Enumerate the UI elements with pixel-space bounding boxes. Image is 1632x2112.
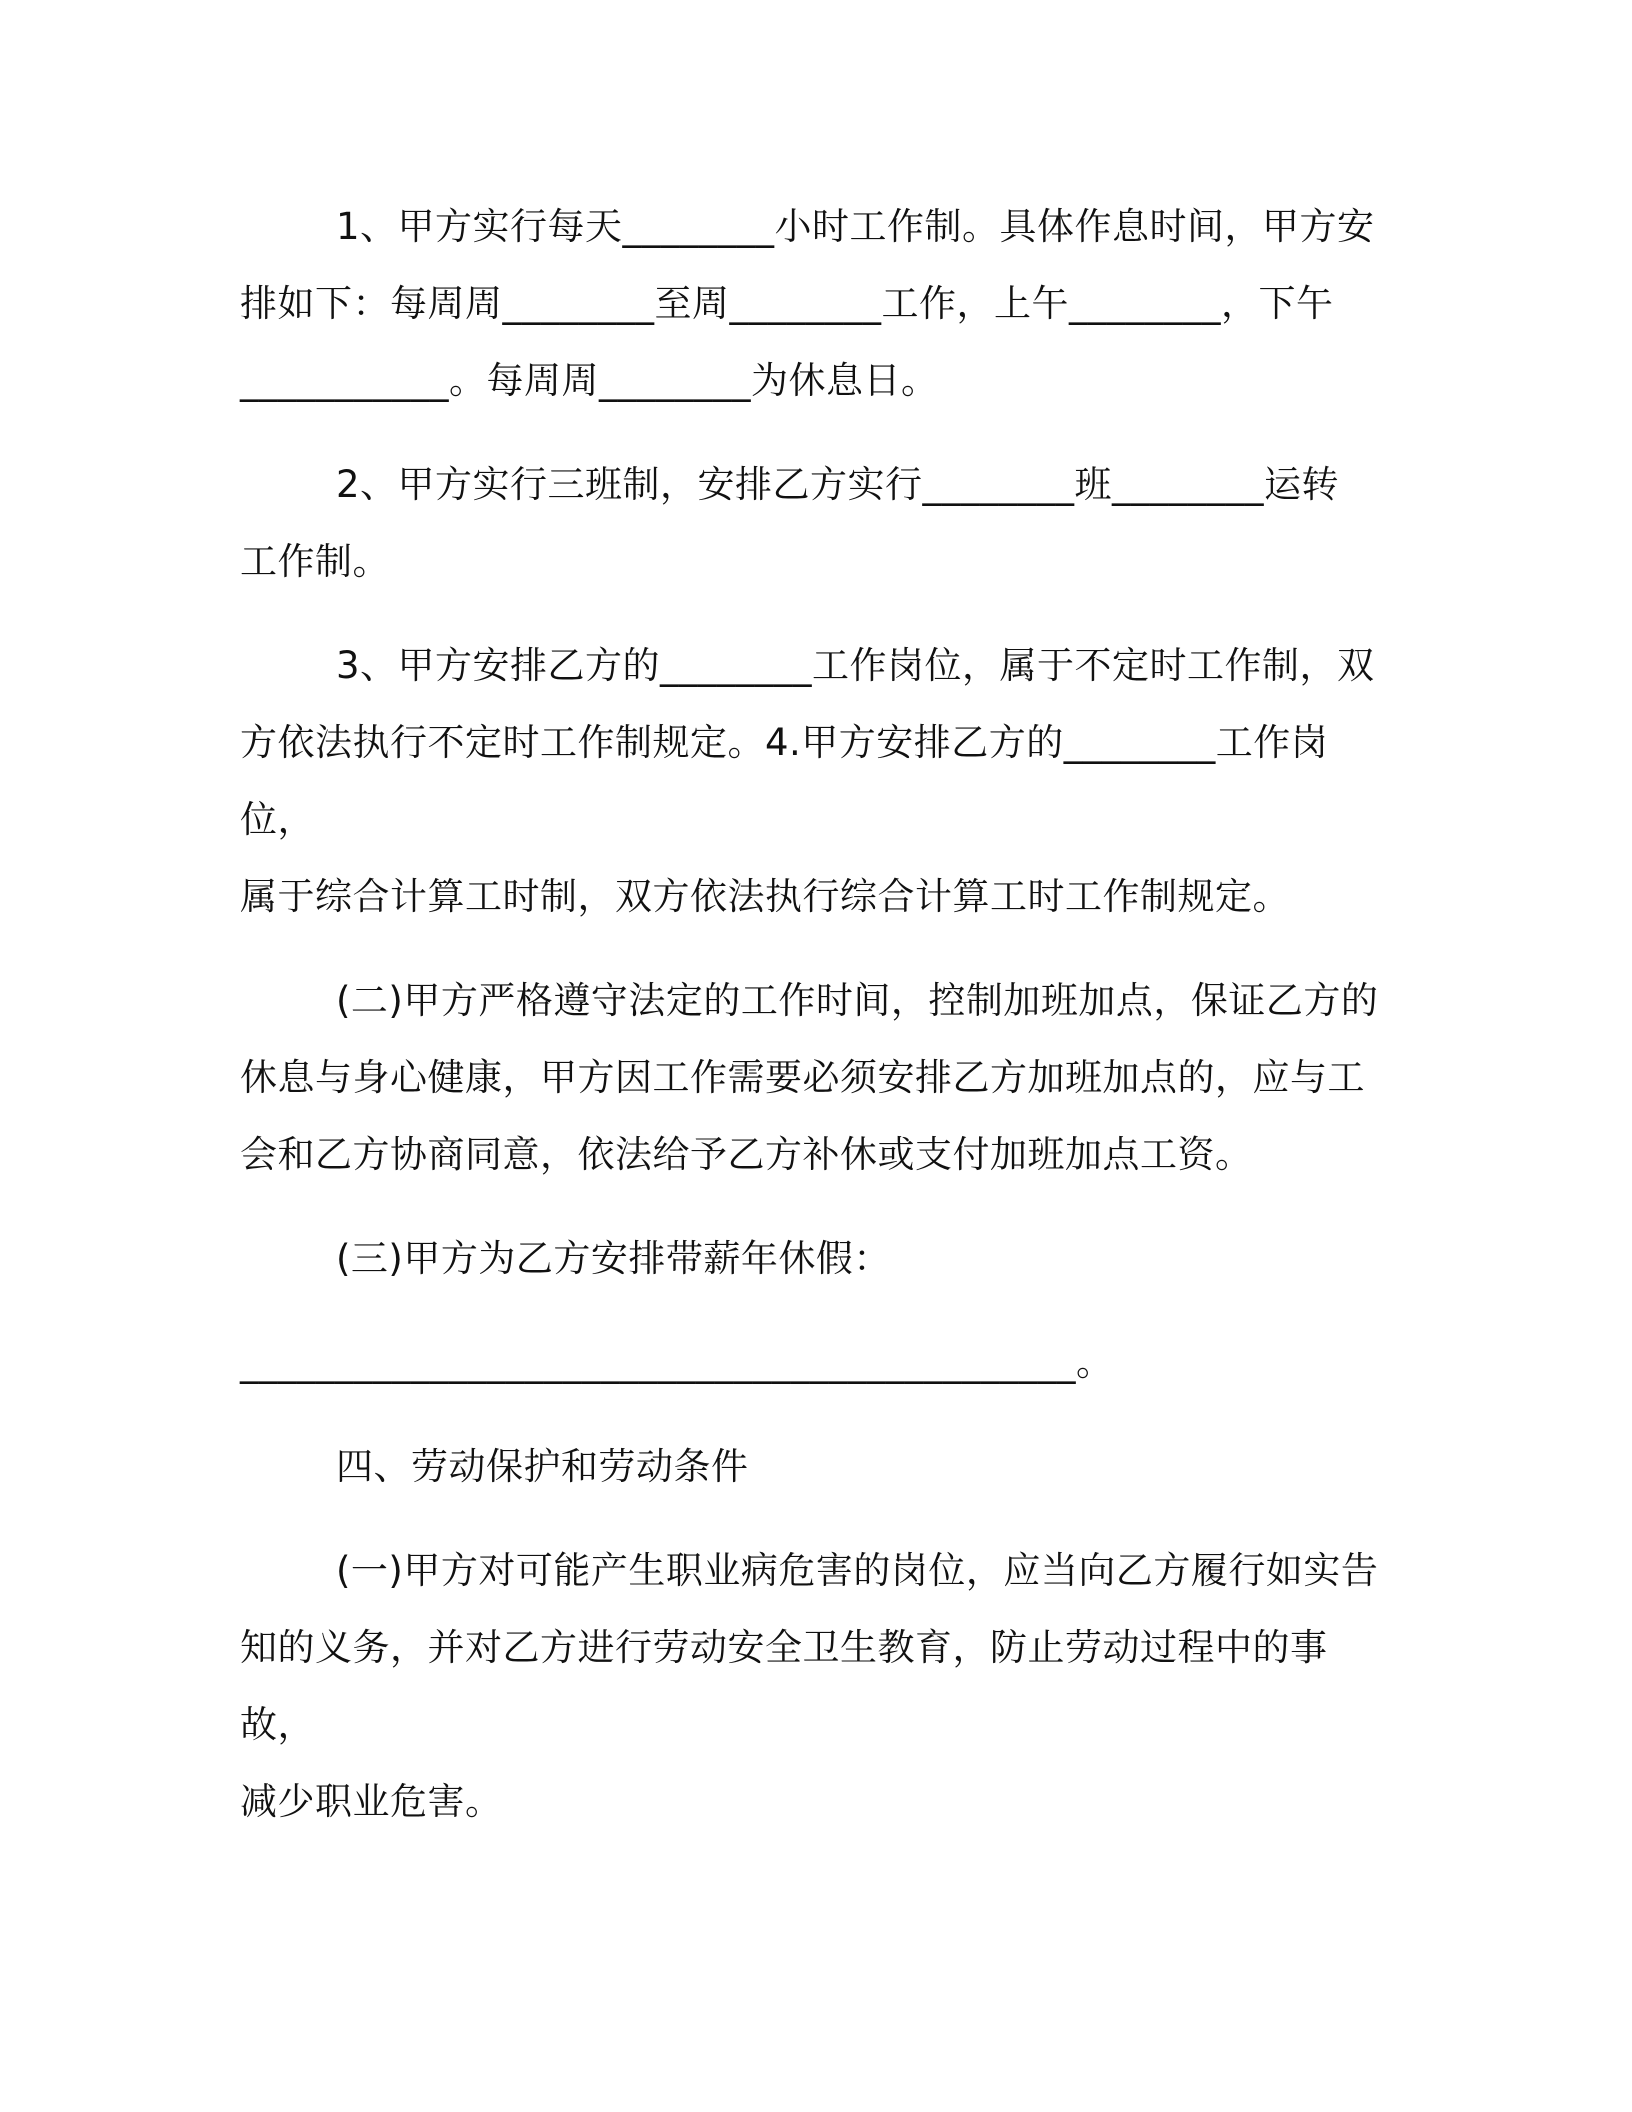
paragraph-three-shift bbox=[240, 446, 1392, 600]
text-line: (一)甲方对可能产生职业病危害的岗位，应当向乙方履行如实告 bbox=[336, 1549, 1379, 1592]
paragraph-overtime bbox=[240, 962, 1392, 1193]
paragraph-irregular-hours bbox=[240, 627, 1392, 935]
text-line: 知的义务，并对乙方进行劳动安全卫生教育，防止劳动过程中的事故， bbox=[240, 1626, 1328, 1746]
text-line: 排如下：每周周________至周________工作，上午________，下午 bbox=[240, 282, 1334, 325]
text-line: (三)甲方为乙方安排带薪年休假： bbox=[336, 1237, 891, 1280]
text-line: 工作制。 bbox=[240, 540, 390, 583]
document-body bbox=[240, 188, 1392, 1867]
paragraph-paid-leave bbox=[240, 1220, 1392, 1297]
text-line: 休息与身心健康，甲方因工作需要必须安排乙方加班加点的，应与工 bbox=[240, 1056, 1365, 1099]
paragraph-blank-line bbox=[240, 1324, 1392, 1401]
text-line: ___________。每周周________为休息日。 bbox=[240, 359, 939, 402]
text-line: 方依法执行不定时工作制规定。4.甲方安排乙方的________工作岗位， bbox=[240, 721, 1329, 841]
section-heading-labor-protection bbox=[240, 1428, 1392, 1505]
text-line: 属于综合计算工时制，双方依法执行综合计算工时工作制规定。 bbox=[240, 875, 1290, 918]
text-line: 四、劳动保护和劳动条件 bbox=[336, 1445, 749, 1488]
paragraph-occupational-hazard bbox=[240, 1532, 1392, 1840]
text-line: 2、甲方实行三班制，安排乙方实行________班________运转 bbox=[336, 463, 1340, 506]
paragraph-working-hours bbox=[240, 188, 1392, 419]
text-line: (二)甲方严格遵守法定的工作时间，控制加班加点，保证乙方的 bbox=[336, 979, 1379, 1022]
text-line: 1、甲方实行每天________小时工作制。具体作息时间，甲方安 bbox=[336, 205, 1375, 248]
text-line: ____________________________________________。 bbox=[240, 1341, 1114, 1384]
text-line: 减少职业危害。 bbox=[240, 1780, 503, 1823]
text-line: 会和乙方协商同意，依法给予乙方补休或支付加班加点工资。 bbox=[240, 1133, 1253, 1176]
text-line: 3、甲方安排乙方的________工作岗位，属于不定时工作制，双 bbox=[336, 644, 1375, 687]
